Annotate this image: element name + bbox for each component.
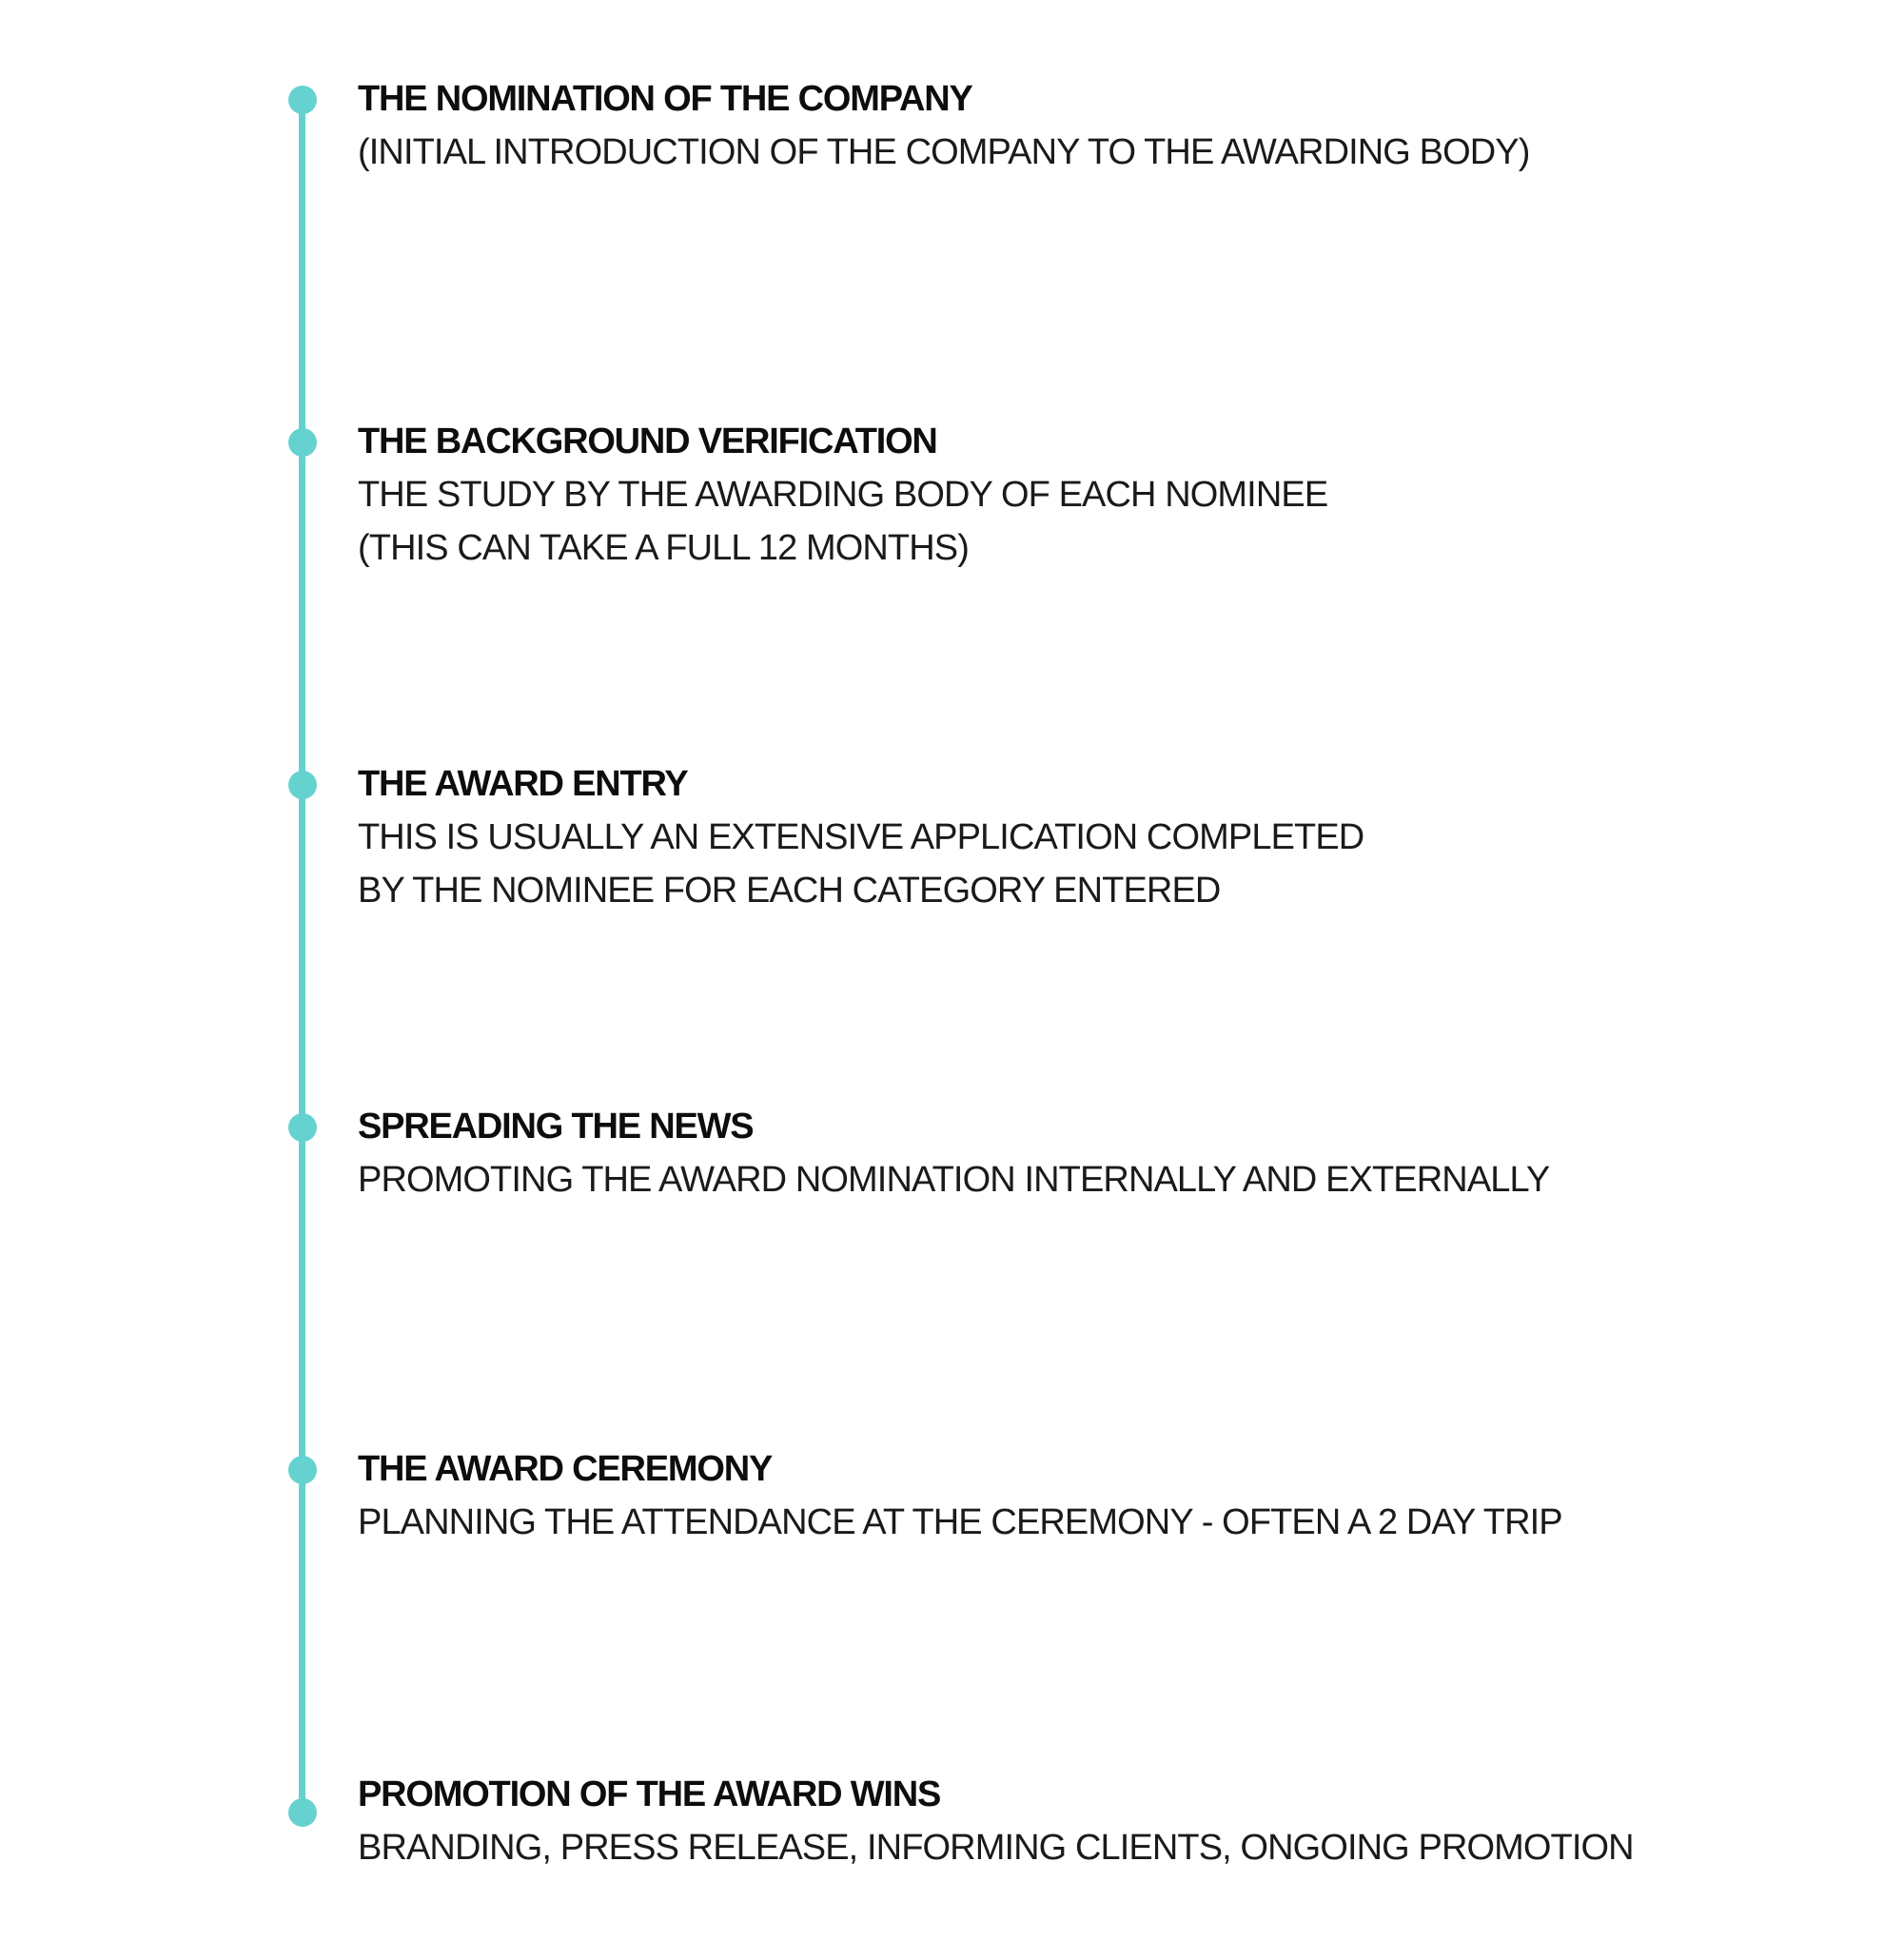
step-description-line-2: (THIS CAN TAKE A FULL 12 MONTHS): [358, 528, 969, 568]
step-title: THE AWARD CEREMONY: [358, 1449, 773, 1489]
step-title: PROMOTION OF THE AWARD WINS: [358, 1774, 941, 1814]
timeline-step-promotion: [0, 1774, 1903, 1960]
step-title: SPREADING THE NEWS: [358, 1107, 754, 1147]
step-description-line-2: BY THE NOMINEE FOR EACH CATEGORY ENTERED: [358, 871, 1221, 911]
timeline-step-nomination: [0, 79, 1903, 247]
timeline-step-award-ceremony: [0, 1449, 1903, 1617]
timeline-dot-icon: [288, 1113, 317, 1142]
step-text: [358, 1768, 1842, 1874]
step-description-line-1: PROMOTING THE AWARD NOMINATION INTERNALLY AND EXTERNALLY: [358, 1160, 1550, 1200]
timeline-dot-icon: [288, 771, 317, 799]
timeline-dot-icon: [288, 428, 317, 457]
step-text: [358, 72, 1842, 179]
step-description-line-1: BRANDING, PRESS RELEASE, INFORMING CLIENTS, ONGOING PROMOTION: [358, 1828, 1634, 1868]
step-title: THE NOMINATION OF THE COMPANY: [358, 79, 972, 119]
step-text: [358, 1100, 1842, 1206]
step-title: THE BACKGROUND VERIFICATION: [358, 421, 937, 461]
step-description-line-1: (INITIAL INTRODUCTION OF THE COMPANY TO THE AWARDING BODY): [358, 132, 1530, 172]
step-text: [358, 1442, 1842, 1549]
timeline-dot-icon: [288, 86, 317, 114]
step-text: [358, 415, 1842, 575]
step-description-line-1: THE STUDY BY THE AWARDING BODY OF EACH NOMINEE: [358, 475, 1328, 515]
timeline-dot-icon: [288, 1798, 317, 1827]
timeline-step-award-entry: [0, 764, 1903, 932]
timeline-dot-icon: [288, 1456, 317, 1484]
step-title: THE AWARD ENTRY: [358, 764, 688, 804]
step-text: [358, 757, 1842, 917]
timeline-step-background-verification: [0, 421, 1903, 590]
step-description-line-1: THIS IS USUALLY AN EXTENSIVE APPLICATION COMPLETED: [358, 817, 1364, 857]
timeline-step-spreading-news: [0, 1107, 1903, 1275]
step-description-line-1: PLANNING THE ATTENDANCE AT THE CEREMONY - OFTEN A 2 DAY TRIP: [358, 1502, 1562, 1542]
